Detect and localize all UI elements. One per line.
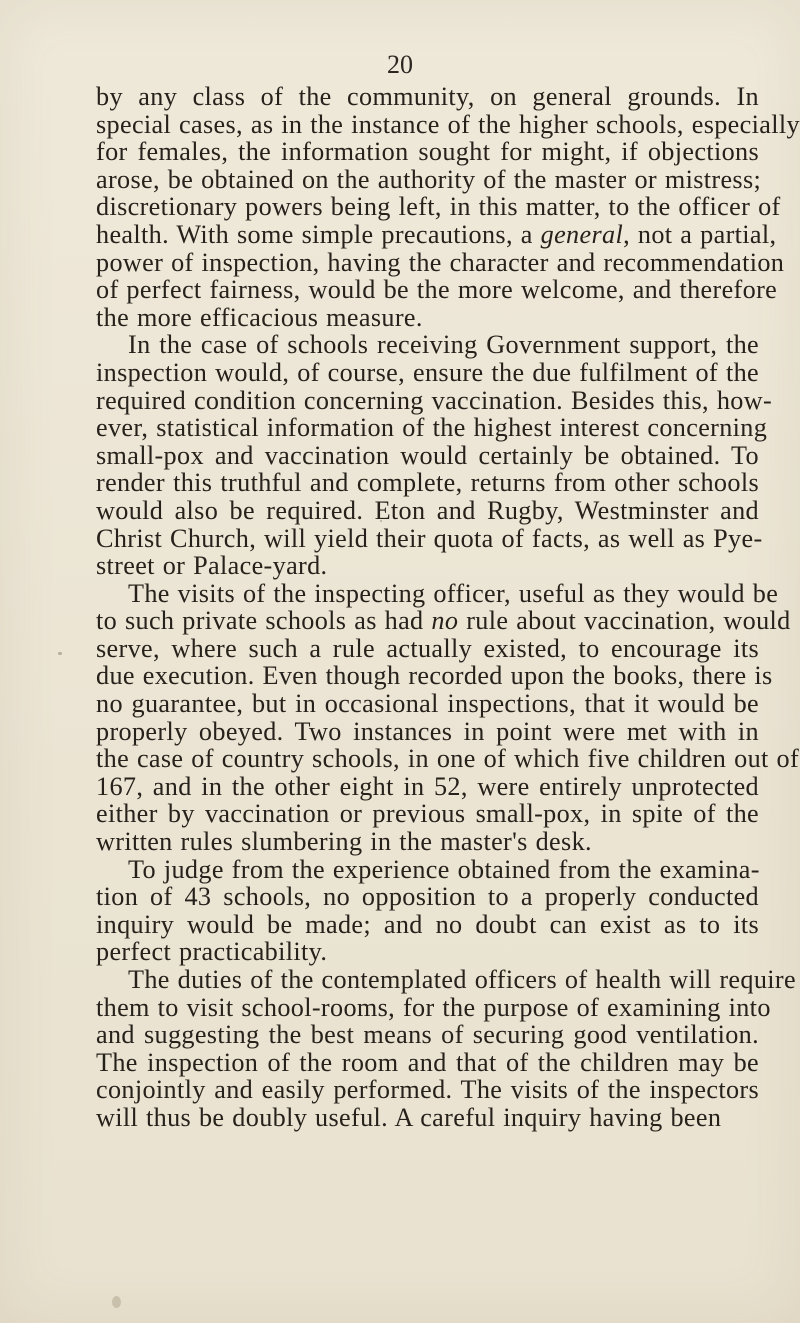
line-text: inspection would, of course, ensure the due fulfilment of the	[96, 357, 759, 387]
emphasis-text: no	[431, 606, 459, 636]
text-line	[96, 469, 759, 497]
line-text: To judge from the experience obtained from the examina-	[128, 854, 760, 884]
line-text: serve, where such a rule actually existed, to encourage its	[96, 633, 759, 663]
paragraph-p2	[96, 330, 773, 581]
text-line	[96, 109, 800, 139]
line-text: due execution. Even though recorded upon the books, there is	[96, 661, 773, 691]
line-text: tion of 43 schools, no opposition to a properly conducted	[96, 882, 759, 912]
text-line	[96, 192, 781, 222]
text-line	[96, 606, 791, 636]
line-text: In the case of schools receiving Government support, the	[128, 330, 759, 360]
text-line	[96, 1021, 759, 1049]
line-text: ever, statistical information of the highest interest concerning	[96, 413, 768, 443]
paragraph-p1	[96, 82, 800, 332]
line-text: power of inspection, having the character and recommendation	[96, 247, 785, 277]
text-line	[96, 1104, 759, 1132]
line-text: , not a partial,	[623, 219, 777, 249]
page-number: 20	[387, 50, 413, 79]
paragraph-p3	[96, 578, 800, 857]
line-text: Christ Church, will yield their quota of facts, as well as Pye-	[96, 523, 763, 553]
line-text: 167, and in the other eight in 52, were entirely unprotected	[96, 771, 759, 801]
text-line	[96, 1076, 759, 1104]
text-line	[96, 690, 759, 718]
line-text: The duties of the contemplated officers of health will require	[128, 965, 796, 994]
text-line	[96, 219, 777, 249]
line-text: discretionary powers being left, in this matter, to the officer of	[96, 192, 781, 222]
line-text: would also be required. Eton and Rugby, Westminster and	[96, 495, 759, 525]
text-line	[96, 442, 759, 470]
line-text: The visits of the inspecting officer, useful as they would be	[128, 578, 779, 608]
text-line	[96, 965, 796, 994]
line-text: street or Palace-yard.	[96, 551, 328, 581]
text-line	[96, 359, 759, 387]
paragraph-p4	[96, 856, 759, 966]
paper-speck	[380, 520, 382, 522]
text-line	[96, 744, 800, 774]
text-line	[96, 773, 759, 801]
text-line	[96, 83, 759, 111]
text-line	[96, 275, 778, 305]
text-line	[96, 304, 759, 332]
line-text: special cases, as in the instance of the higher schools, especially	[96, 109, 800, 139]
text-line	[96, 661, 773, 691]
text-line	[96, 413, 768, 443]
line-text: either by vaccination or previous small-pox, in spite of the	[96, 799, 759, 829]
line-text: conjointly and easily performed. The visits of the inspectors	[96, 1075, 759, 1105]
line-text: written rules slumbering in the master's desk.	[96, 827, 592, 857]
line-text: inquiry would be made; and no doubt can exist as to its	[96, 909, 759, 939]
text-line	[96, 828, 759, 856]
emphasis-text: general	[540, 219, 624, 249]
line-text: perfect practicability.	[96, 937, 328, 967]
text-line	[96, 883, 759, 911]
line-text: of perfect fairness, would be the more welcome, and therefore	[96, 275, 778, 305]
line-text: and suggesting the best means of securing good ventilation.	[96, 1020, 759, 1050]
text-line	[96, 552, 759, 580]
text-line	[96, 331, 759, 359]
line-text: properly obeyed. Two instances in point were met with in	[96, 716, 759, 746]
line-text: for females, the information sought for might, if objections	[96, 137, 759, 167]
body-text	[96, 82, 800, 1132]
line-text: the case of country schools, in one of which five children out of	[96, 744, 800, 774]
line-text: The inspection of the room and that of the children may be	[96, 1047, 759, 1077]
text-line	[96, 138, 759, 166]
text-line	[96, 523, 763, 553]
line-text: to such private schools as had	[96, 606, 432, 636]
text-line	[96, 911, 759, 939]
text-line	[96, 578, 779, 608]
text-line	[96, 247, 785, 277]
paper-speck	[58, 652, 62, 655]
line-text: by any class of the community, on general grounds. In	[96, 82, 759, 111]
line-text: required condition concerning vaccination. Besides this, how-	[96, 385, 773, 415]
text-line	[96, 164, 762, 194]
line-text: will thus be doubly useful. A careful inquiry having been	[96, 1102, 722, 1132]
text-line	[96, 938, 759, 966]
text-line	[96, 800, 759, 828]
line-text: render this truthful and complete, returns from other schools	[96, 468, 759, 498]
paper-speck	[112, 1296, 121, 1308]
text-line	[96, 635, 759, 663]
text-line	[96, 718, 759, 746]
text-line	[96, 992, 771, 1022]
paragraph-p5	[96, 965, 796, 1132]
line-text: the more efficacious measure.	[96, 302, 423, 332]
text-line	[96, 856, 759, 884]
text-line	[96, 1049, 759, 1077]
line-text: them to visit school-rooms, for the purpose of examining into	[96, 992, 771, 1022]
line-text: arose, be obtained on the authority of the master or mistress;	[96, 164, 762, 194]
text-line	[96, 497, 759, 525]
line-text: rule about vaccination, would	[458, 606, 791, 636]
text-line	[96, 385, 773, 415]
line-text: no guarantee, but in occasional inspections, that it would be	[96, 689, 759, 719]
line-text: health. With some simple precautions, a	[96, 219, 541, 249]
line-text: small-pox and vaccination would certainly be obtained. To	[96, 440, 759, 470]
